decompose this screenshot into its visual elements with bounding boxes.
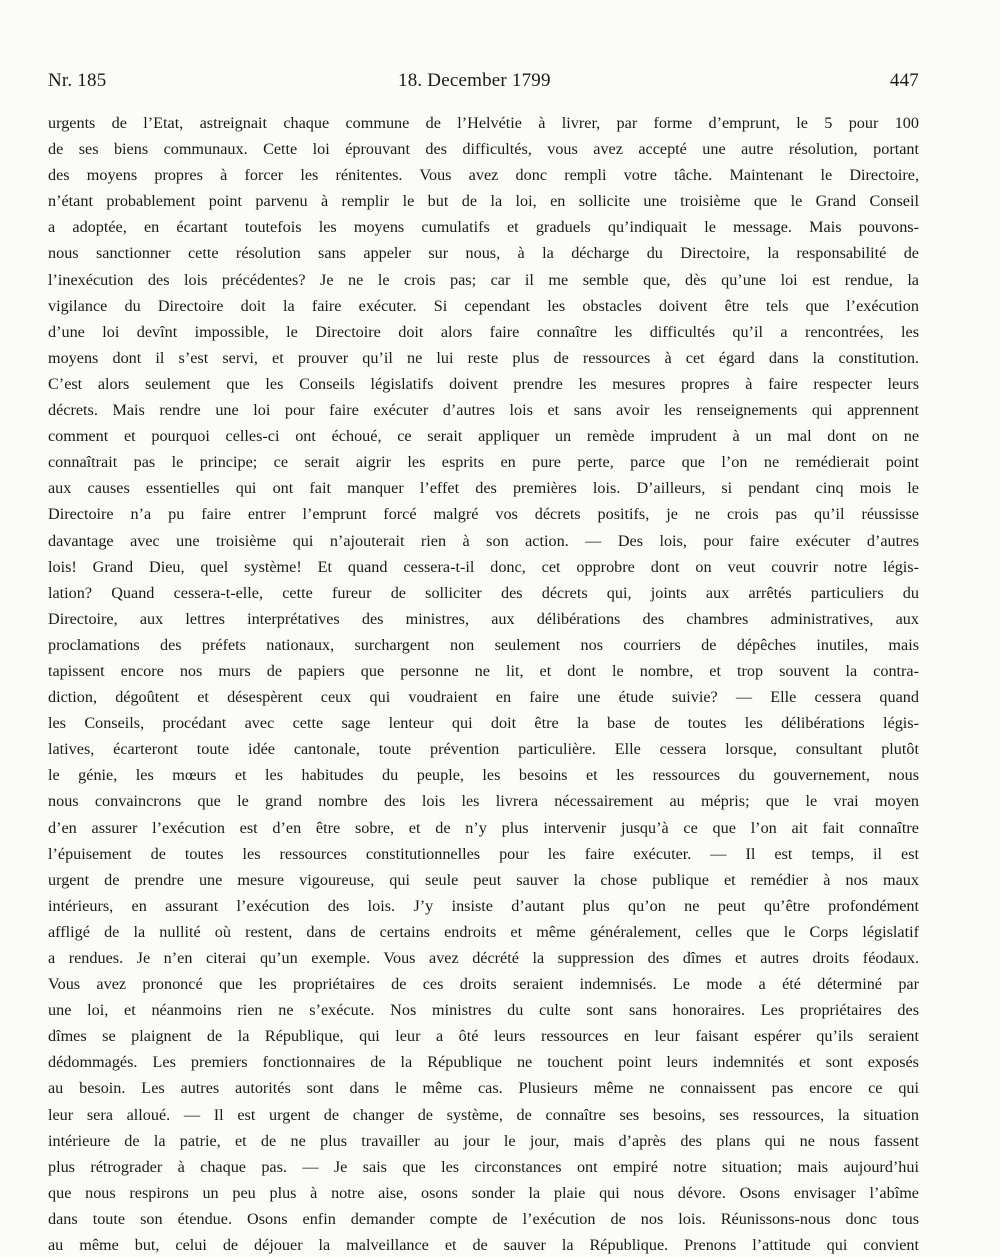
text-line: de ses biens communaux. Cette loi éprouvant des difficultés, vous avez accepté une autre résolution, portant [48,140,919,159]
text-line: les Conseils, procédant avec cette sage lenteur qui doit être la base de toutes les délibérations légis- [48,714,919,733]
document-number: Nr. 185 [48,70,107,91]
text-line: dîmes se plaignent de la République, qui leur a ôté leurs ressources en leur faisant espérer qu’ils seraient [48,1027,919,1046]
text-line: intérieurs, en assurant l’exécution des lois. J’y insiste d’autant plus qu’on ne peut qu’être profondément [48,896,919,915]
text-line: latives, écarteront toute idée cantonale, toute prévention particulière. Elle cessera lorsque, consultant plutôt [48,740,919,759]
text-line: comment et pourquoi celles-ci ont échoué, ce serait appliquer un remède imprudent à un mal dont on ne [48,427,919,446]
text-line: que nous respirons un peu plus à notre aise, osons sonder la plaie qui nous dévore. Osons envisager l’abîme [48,1183,919,1202]
text-line: des moyens propres à forcer les rénitentes. Vous avez donc rempli votre tâche. Maintenant le Directoire, [48,166,919,185]
text-line: urgent de prendre une mesure vigoureuse, qui seule peut sauver la chose publique et remédier à nos maux [48,870,919,889]
text-line: Directoire, aux lettres interprétatives des ministres, aux délibérations des chambres administratives, aux [48,609,919,628]
text-line: le génie, les mœurs et les habitudes du peuple, les besoins et les ressources du gouvernement, nous [48,766,919,785]
text-line: a rendues. Je n’en citerai qu’un exemple. Vous avez décrété la suppression des dîmes et autres droits féodaux. [48,949,919,967]
text-line: l’inexécution des lois précédentes? Je ne le crois pas; car il me semble que, dès qu’une loi est rendue, la [48,270,919,289]
text-line: d’en assurer l’exécution est d’en être sobre, et de n’y plus intervenir jusqu’à ce que l’on ait fait connaître [48,818,919,837]
text-line: n’étant probablement point parvenu à remplir le but de la loi, en sollicite une troisième que le Grand Conseil [48,192,919,211]
text-line: lation? Quand cessera-t-elle, cette fureur de solliciter des décrets qui, joints aux arrêtés particuliers du [48,583,919,602]
text-line: Directoire n’a pu faire entrer l’emprunt forcé malgré vos décrets positifs, je ne crois pas qu’il réussisse [48,505,919,524]
text-line: dédommagés. Les premiers fonctionnaires de la République ne touchent point leurs indemnités et sont exposés [48,1053,919,1072]
text-line: l’épuisement de toutes les ressources constitutionnelles pour les faire exécuter. — Il est temps, il est [48,844,919,863]
text-line: décrets. Mais rendre une loi pour faire exécuter d’autres lois et sans avoir les renseignements qui apprennent [48,401,919,420]
text-line: plus rétrograder à chaque pas. — Je sais que les circonstances ont empiré notre situation; mais aujourd’hui [48,1157,919,1176]
text-line: une loi, et néanmoins rien ne s’exécute. Nos ministres du culte sont sans honoraires. Les propriétaires des [48,1001,919,1020]
text-line: au besoin. Les autres autorités sont dans le même cas. Plusieurs même ne connaissent pas encore ce qui [48,1079,919,1098]
text-line: diction, dégoûtent et désespèrent ceux qui voudraient en faire une étude suivie? — Elle cessera quand [48,688,919,707]
text-line: au même but, celui de déjouer la malveillance et de sauver la République. Prenons l’attitude qui convient [48,1236,919,1255]
text-line: a adoptée, en écartant toutefois les moyens cumulatifs et graduels qu’indiquait le message. Mais pouvons- [48,218,919,237]
body-text [48,110,919,1258]
text-line: moyens dont il s’est servi, et prouver qu’il ne lui reste plus de ressources à cet égard dans la constitution. [48,348,919,367]
text-line: vigilance du Directoire doit la faire exécuter. Si cependant les obstacles doivent être tels que l’exécution [48,296,919,315]
text-line: dans toute son étendue. Osons enfin demander compte de l’exécution de nos lois. Réunissons-nous donc tous [48,1209,919,1228]
text-line: tapissent encore nos murs de papiers que personne ne lit, et dont le nombre, et trop souvent la contra- [48,661,919,680]
text-line: lois! Grand Dieu, quel système! Et quand cessera-t-il donc, cet opprobre dont on veut couvrir notre légis- [48,557,919,576]
page-number: 447 [889,70,919,91]
text-line: Vous avez prononcé que les propriétaires de ces droits seraient indemnisés. Le mode a été déterminé par [48,975,919,994]
page-header [48,70,919,100]
text-line: leur sera alloué. — Il est urgent de changer de système, de connaître ses besoins, ses ressources, la situation [48,1105,919,1124]
text-line: proclamations des préfets nationaux, surchargent non seulement nos courriers de dépêches inutiles, mais [48,635,919,654]
text-line: C’est alors seulement que les Conseils législatifs doivent prendre les mesures propres à faire respecter leurs [48,374,919,393]
text-line: aux causes essentielles qui ont fait manquer l’effet des premières lois. D’ailleurs, si pendant cinq mois le [48,479,919,498]
text-line: urgents de l’Etat, astreignait chaque commune de l’Helvétie à livrer, par forme d’emprunt, le 5 pour 100 [48,114,919,132]
text-line: intérieure de la patrie, et de ne plus travailler au jour le jour, mais d’après des plans qui ne nous fassent [48,1131,919,1150]
text-line: d’une loi devînt impossible, le Directoire doit alors faire connaître les difficultés qu’il a rencontrées, les [48,322,919,341]
text-line: davantage avec une troisième qui n’ajouterait rien à son action. — Des lois, pour faire exécuter d’autres [48,531,919,550]
text-line: connaîtrait pas le principe; ce serait aigrir les esprits en pure perte, parce que l’on ne remédierait point [48,453,919,472]
text-line: affligé de la nullité où restent, dans de certains endroits et même généralement, celles que le Corps législatif [48,922,919,941]
document-date: 18. December 1799 [398,70,551,91]
text-line: nous sanctionner cette résolution sans appeler sur nous, à la décharge du Directoire, la responsabilité de [48,244,919,263]
text-line: nous convaincrons que le grand nombre des lois les livrera nécessairement au mépris; que le vrai moyen [48,792,919,811]
